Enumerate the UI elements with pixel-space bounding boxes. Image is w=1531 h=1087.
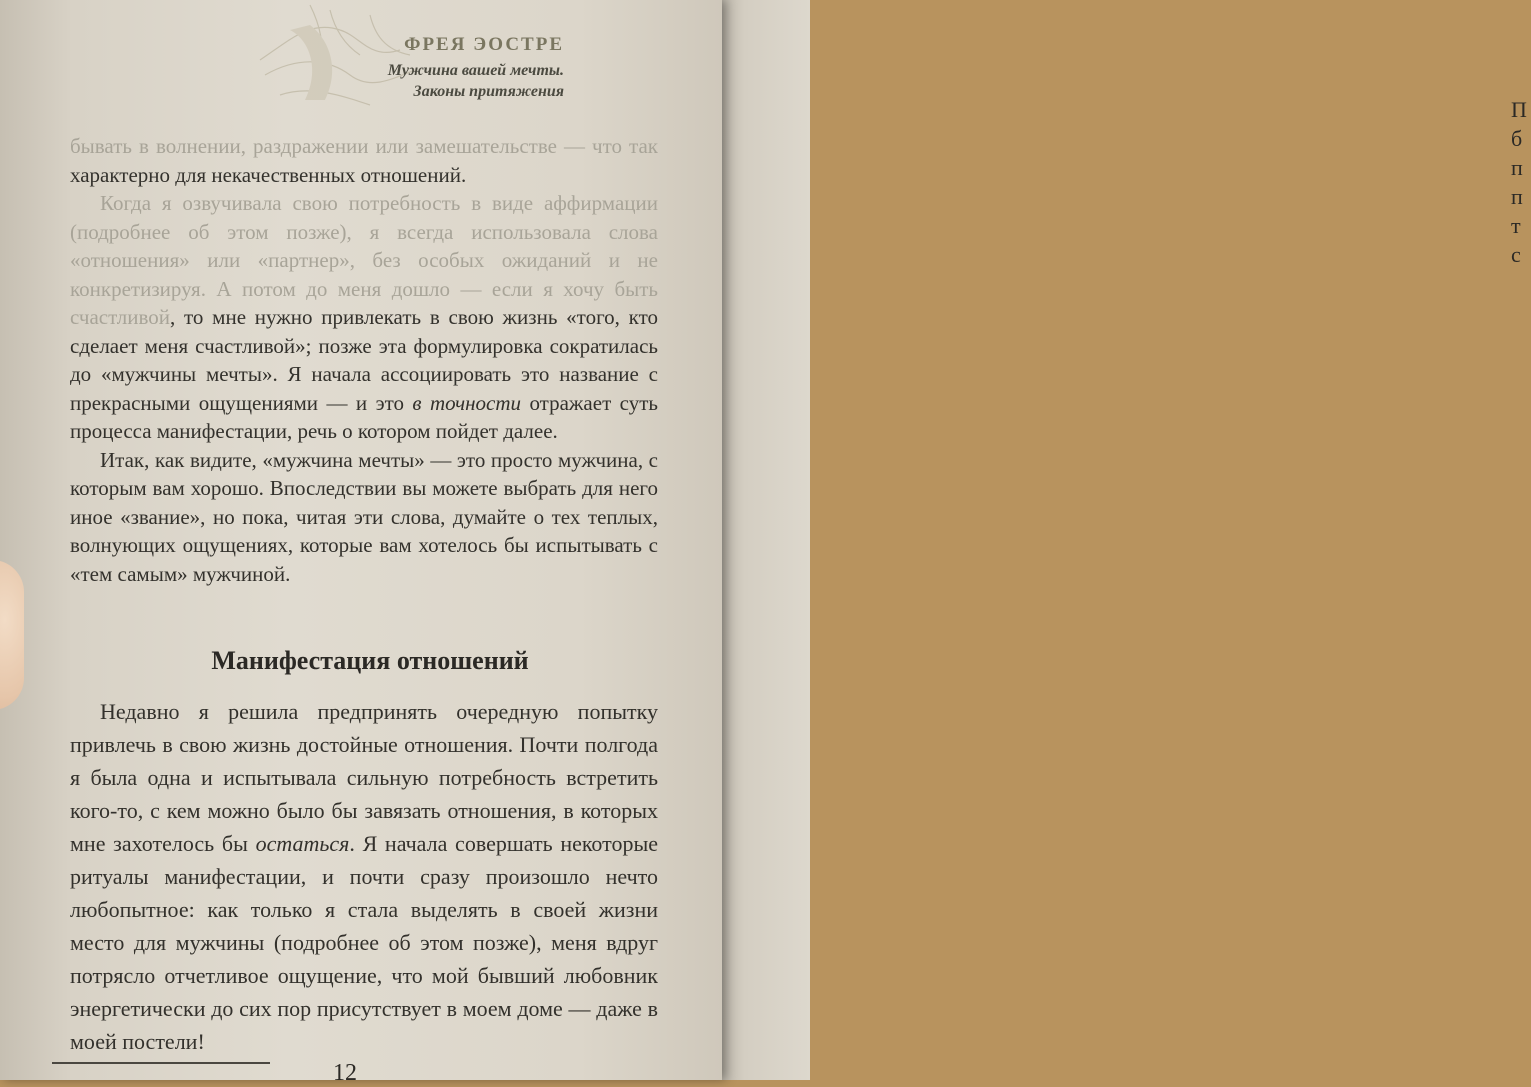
paragraph-text: , то мне нужно привлекать в свою жизнь «того, кто сделает меня счастливой»; позже эта формулировка сократилась до «мужчины мечты». Я начала ассоциировать это название с прекрасными ощущениями — и это (70, 305, 658, 415)
running-header-title (388, 60, 564, 102)
section-heading: Манифестация отношений (211, 646, 529, 675)
finger (0, 560, 24, 710)
footer-rule (52, 1062, 270, 1064)
faded-text: бывать в волнении, раздражении или замешательстве — что так (70, 134, 658, 158)
right-page-text (1511, 95, 1531, 269)
paragraph-text: . Я начала совершать некоторые ритуалы манифестации, и почти сразу произошло нечто любопытное: как только я стала выделять в своей жизни место для мужчины (подробнее об этом позже), меня вдруг потрясло отчетливое ощущение, что мой бывший любовник энергетически до сих пор присутствует в моем доме — даже в моей постели! (70, 831, 659, 1054)
emphasis: остаться (255, 831, 350, 856)
right-page-letter: б (1511, 126, 1523, 151)
section-text (70, 695, 658, 1058)
right-page-letter: П (1511, 97, 1527, 122)
header-title-line: Законы притяжения (413, 83, 564, 100)
page-number: 12 (333, 1060, 357, 1086)
running-header-author: ФРЕЯ ЭОСТРЕ (404, 34, 564, 55)
paragraph-text: Недавно я решила предпринять очередную попытку привлечь в свою жизнь достойные отношения. Почти полгода я была одна и испытывала сильную потребность встретить кого-то, с кем можно было бы завязать отношения, в которых мне захотелось бы (70, 699, 658, 856)
paragraph (70, 189, 658, 446)
faded-text: Когда я озвучивала свою потребность в виде аффирмации (подробнее об этом позже), я всегда использовала слова «отношения» или «партнер», без особых ожиданий и не конкретизируя. А потом до меня дошло — если я хочу быть счастливой (70, 191, 658, 329)
paragraph-text: отражает суть процесса манифестации, речь о котором пойдет далее. (70, 390, 658, 443)
left-page (0, 0, 722, 1086)
right-page-letter: п (1511, 184, 1523, 209)
right-page-letter: с (1511, 242, 1521, 267)
paragraph: Итак, как видите, «мужчина мечты» — это просто мужчина, с которым вам хорошо. Впоследствии вы можете выбрать для него иное «звание», но пока, читая эти слова, думайте о тех теплых, волнующих ощущениях, которые вам хотелось бы испытывать с «тем самым» мужчиной. (70, 447, 658, 586)
header-title-line: Мужчина вашей мечты. (387, 62, 564, 79)
upper-text (70, 132, 658, 588)
right-page (716, 0, 1527, 1080)
right-page-letter: т (1511, 213, 1521, 238)
emphasis: в точности (412, 390, 522, 415)
right-page-letter: п (1511, 155, 1523, 180)
paragraph (70, 132, 658, 189)
paragraph-text: характерно для некачественных отношений. (70, 162, 467, 187)
paragraph (70, 695, 658, 1058)
